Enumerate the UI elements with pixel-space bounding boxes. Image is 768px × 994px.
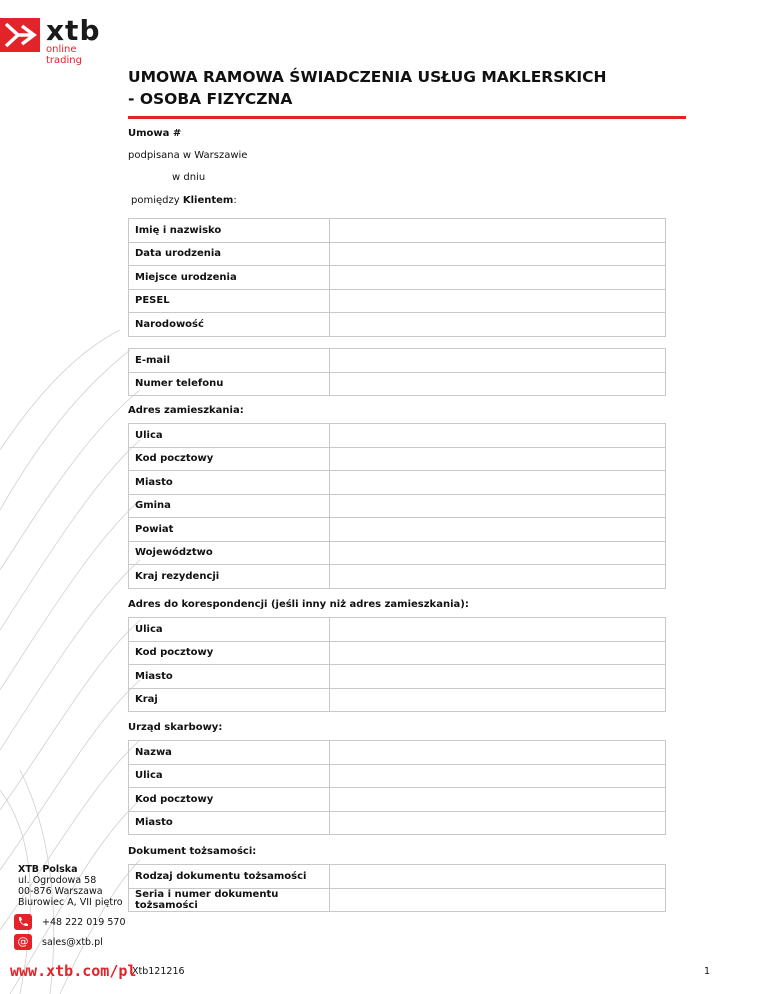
form-row <box>129 565 666 589</box>
field-value[interactable] <box>330 289 666 313</box>
field-label: PESEL <box>129 289 330 313</box>
field-value[interactable] <box>330 865 666 889</box>
form-row <box>129 494 666 518</box>
field-label: Seria i numer dokumentu tożsamości <box>129 888 330 912</box>
page-number: 1 <box>704 966 711 977</box>
between-text: pomiędzy <box>131 195 180 206</box>
field-value[interactable] <box>330 811 666 835</box>
field-value[interactable] <box>330 688 666 712</box>
form-row <box>129 518 666 542</box>
form-row <box>129 811 666 835</box>
form-row <box>129 424 666 448</box>
field-value[interactable] <box>330 565 666 589</box>
field-label: Ulica <box>129 618 330 642</box>
field-value[interactable] <box>330 665 666 689</box>
tax-office-table <box>128 740 666 835</box>
field-label: Ulica <box>129 424 330 448</box>
form-row <box>129 641 666 665</box>
at-icon: @ <box>14 934 32 950</box>
form-row <box>129 865 666 889</box>
xtb-logo <box>0 14 110 66</box>
field-value[interactable] <box>330 447 666 471</box>
client-text: Klientem <box>182 195 234 206</box>
form-row <box>129 888 666 912</box>
document-title <box>128 66 607 110</box>
field-label: Nazwa <box>129 741 330 765</box>
on-date-label: w dniu <box>172 172 206 183</box>
form-row <box>129 313 666 337</box>
logo-tagline: online trading <box>46 44 82 66</box>
field-value[interactable] <box>330 741 666 765</box>
field-value[interactable] <box>330 641 666 665</box>
company-street: ul. Ogrodowa 58 <box>18 875 97 886</box>
company-office: Biurowiec A, VII piętro <box>18 897 123 908</box>
tax-office-rows <box>129 741 666 835</box>
between-client-label <box>131 195 237 206</box>
form-row <box>129 741 666 765</box>
field-value[interactable] <box>330 494 666 518</box>
field-label: Kraj rezydencji <box>129 565 330 589</box>
field-value[interactable] <box>330 764 666 788</box>
field-value[interactable] <box>330 618 666 642</box>
form-row <box>129 349 666 373</box>
form-row <box>129 618 666 642</box>
form-row <box>129 242 666 266</box>
personal-data-table <box>128 218 666 337</box>
title-line-1: UMOWA RAMOWA ŚWIADCZENIA USŁUG MAKLERSKICH <box>128 68 607 86</box>
field-value[interactable] <box>330 349 666 373</box>
field-label: Ulica <box>129 764 330 788</box>
field-value[interactable] <box>330 313 666 337</box>
form-row <box>129 688 666 712</box>
colon-text: : <box>233 195 237 206</box>
field-value[interactable] <box>330 266 666 290</box>
correspondence-section-title: Adres do korespondencji (jeśli inny niż adres zamieszkania): <box>128 599 469 610</box>
id-document-table <box>128 864 666 912</box>
field-label: Miejsce urodzenia <box>129 266 330 290</box>
field-label: Numer telefonu <box>129 372 330 396</box>
field-label: Gmina <box>129 494 330 518</box>
field-value[interactable] <box>330 242 666 266</box>
id-document-section-title: Dokument tożsamości: <box>128 846 257 857</box>
field-label: Miasto <box>129 471 330 495</box>
field-label: E-mail <box>129 349 330 373</box>
contact-table <box>128 348 666 396</box>
field-value[interactable] <box>330 219 666 243</box>
form-row <box>129 219 666 243</box>
form-row <box>129 289 666 313</box>
form-row <box>129 447 666 471</box>
title-line-2: - OSOBA FIZYCZNA <box>128 90 293 108</box>
form-row <box>129 266 666 290</box>
form-row <box>129 541 666 565</box>
footer-website[interactable]: www.xtb.com/pl <box>10 962 137 980</box>
footer-phone: +48 222 019 570 <box>42 917 126 928</box>
contact-rows <box>129 349 666 396</box>
field-label: Województwo <box>129 541 330 565</box>
field-label: Kod pocztowy <box>129 788 330 812</box>
tax-office-section-title: Urząd skarbowy: <box>128 722 223 733</box>
address-section-title: Adres zamieszkania: <box>128 405 244 416</box>
field-value[interactable] <box>330 541 666 565</box>
field-label: Kod pocztowy <box>129 447 330 471</box>
signed-in-label: podpisana w Warszawie <box>128 150 248 161</box>
field-value[interactable] <box>330 471 666 495</box>
field-label: Rodzaj dokumentu tożsamości <box>129 865 330 889</box>
form-row <box>129 665 666 689</box>
form-row <box>129 372 666 396</box>
company-address <box>18 864 123 908</box>
field-label: Narodowość <box>129 313 330 337</box>
phone-icon <box>14 914 32 930</box>
id-document-rows <box>129 865 666 912</box>
logo-brand: xtb <box>46 14 101 47</box>
field-label: Imię i nazwisko <box>129 219 330 243</box>
field-label: Kod pocztowy <box>129 641 330 665</box>
document-code: Xtb121216 <box>132 966 185 977</box>
field-value[interactable] <box>330 518 666 542</box>
footer-email[interactable]: sales@xtb.pl <box>42 937 103 948</box>
field-label: Data urodzenia <box>129 242 330 266</box>
field-value[interactable] <box>330 888 666 912</box>
field-value[interactable] <box>330 424 666 448</box>
field-value[interactable] <box>330 788 666 812</box>
field-value[interactable] <box>330 372 666 396</box>
field-label: Kraj <box>129 688 330 712</box>
contract-number-label: Umowa # <box>128 128 182 139</box>
form-row <box>129 788 666 812</box>
form-row <box>129 764 666 788</box>
field-label: Miasto <box>129 811 330 835</box>
form-row <box>129 471 666 495</box>
company-city: 00-876 Warszawa <box>18 886 103 897</box>
address-rows <box>129 424 666 589</box>
field-label: Powiat <box>129 518 330 542</box>
personal-rows <box>129 219 666 337</box>
correspondence-table <box>128 617 666 712</box>
correspondence-rows <box>129 618 666 712</box>
address-table <box>128 423 666 589</box>
logo-mark-icon <box>0 18 40 52</box>
field-label: Miasto <box>129 665 330 689</box>
company-name: XTB Polska <box>18 864 78 875</box>
title-divider <box>128 116 686 119</box>
